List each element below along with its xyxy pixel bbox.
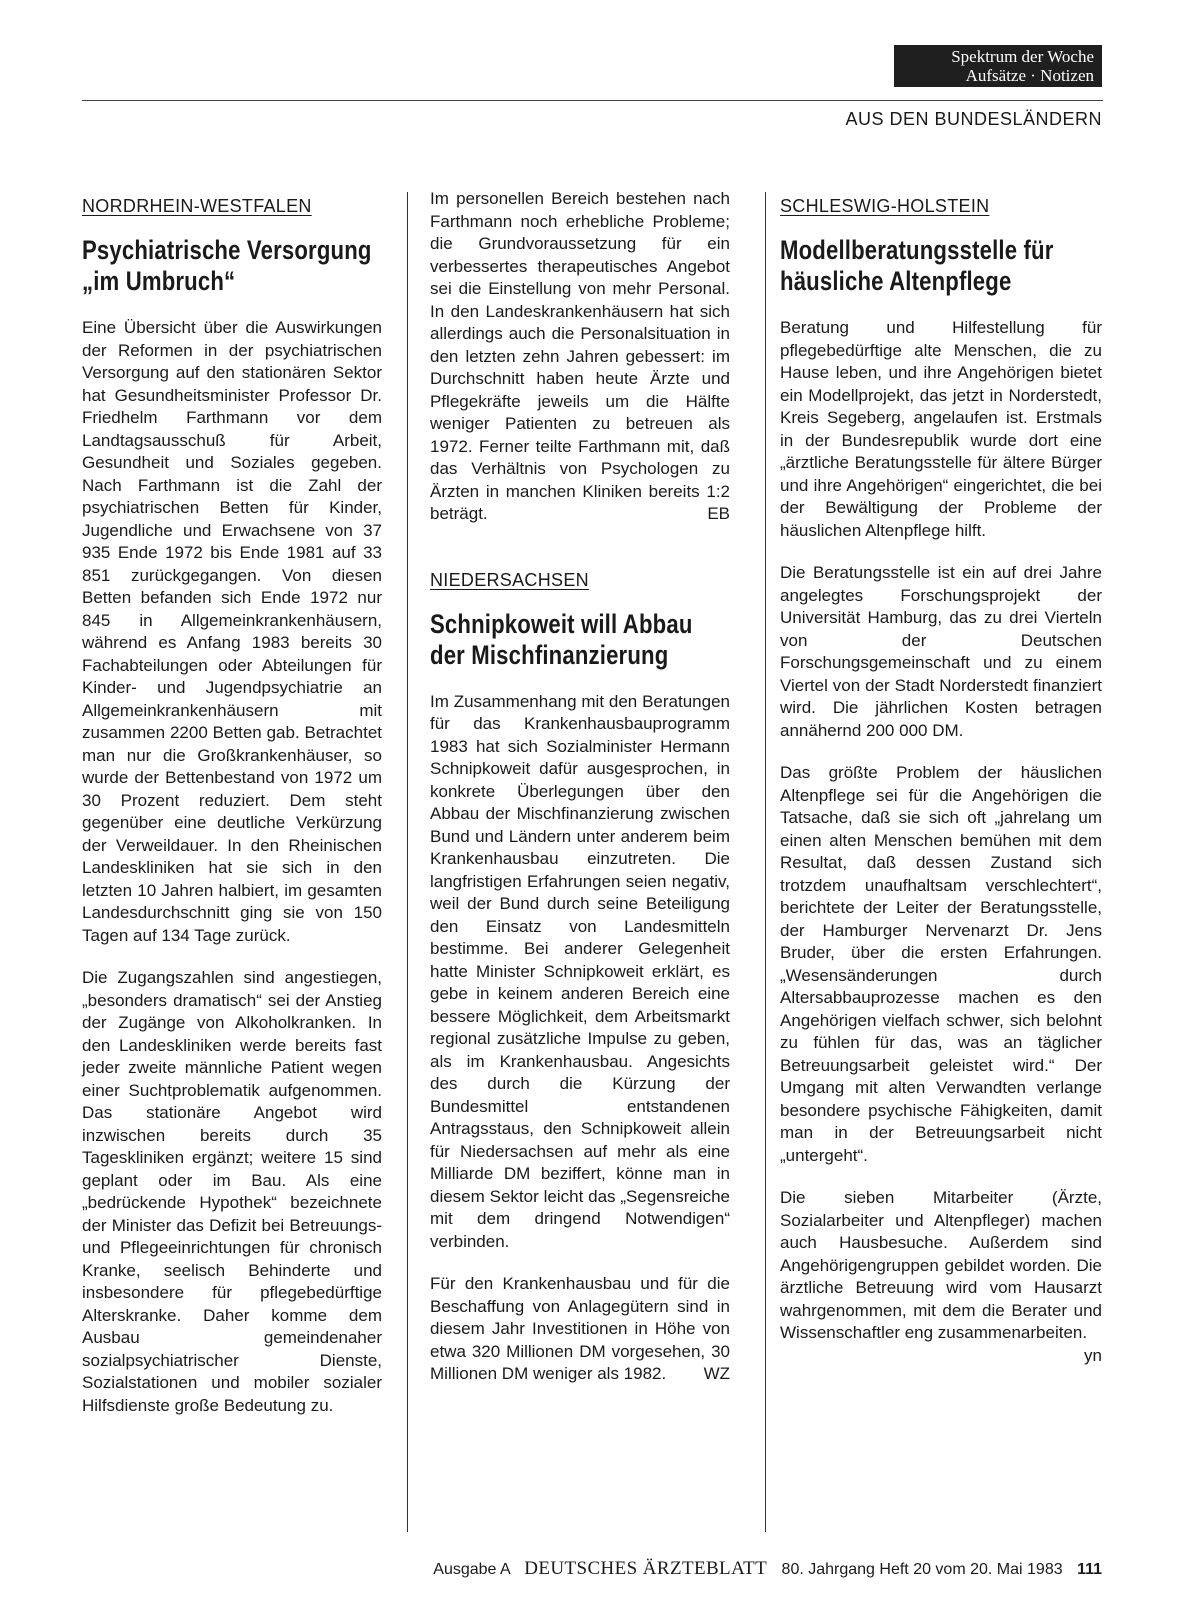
headline-nrw: Psychiatrische Versorgung „im Umbruch“: [82, 235, 372, 296]
paragraph-nds-1: Im Zusammenhang mit den Beratungen für das Krankenhausbauprogramm 1983 hat sich Sozialminister Hermann Schnipkoweit dafür ausgesprochen, in konkrete Überlegungen über den Abbau der Mischfinanzierung zwischen Bund und Ländern unter anderem beim Krankenhausbau einzutreten. Die langfristigen Erfahrungen seien negativ, weil der Bund durch seine Beteiligung den Einsatz von Landesmitteln bestimme. Bei anderer Gelegenheit hatte Minister Schnipkoweit erklärt, es gebe in keinem anderen Bereich eine bessere Möglichkeit, dem Arbeitsmarkt regional zusätzliche Impulse zu geben, als im Krankenhausbau. Angesichts des durch die Kürzung der Bundesmittel entstandenen Antragsstaus, den Schnipkoweit allein für Niedersachsen auf mehr als eine Milliarde DM beziffert, könne man in diesem Sektor leicht das „Segensreiche mit dem dringend Notwendigen“ verbinden.: [430, 691, 730, 1251]
footer-issue: 80. Jahrgang Heft 20 vom 20. Mai 1983: [781, 1561, 1063, 1578]
paragraph-sh-1: Beratung und Hilfestellung für pflegebedürftige alte Menschen, die zu Hause leben, und ihre Angehörigen bietet ein Modellprojekt, das jetzt in Norderstedt, Kreis Segeberg, angelaufen ist. Erstmals in der Bundesrepublik wurde dort eine „ärztliche Beratungsstelle für ältere Bürger und ihre Angehörigen“ eingerichtet, die bei der Bewältigung der Probleme der häuslichen Altenpflege hilft.: [780, 318, 1102, 540]
signature-nrw: EB: [707, 504, 730, 523]
section-badge: [894, 45, 1102, 87]
kicker-sh: SCHLESWIG-HOLSTEIN: [780, 196, 990, 216]
footer-journal: DEUTSCHES ÄRZTEBLATT: [524, 1558, 768, 1579]
paragraph-sh-2: Die Beratungsstelle ist ein auf drei Jahre angelegtes Forschungsprojekt der Universität Hamburg, das zu drei Vierteln von der Deutschen Forschungsgemeinschaft und zu einem Viertel von der Stadt Norderstedt finanziert wird. Die jährlichen Kosten betragen annähernd 200 000 DM.: [780, 563, 1102, 740]
badge-line-1: Spektrum der Woche: [951, 47, 1094, 66]
signature-sh: yn: [1084, 1345, 1102, 1365]
footer-edition: Ausgabe A: [433, 1561, 510, 1578]
page-number: 111: [1077, 1561, 1102, 1578]
kicker-nds: NIEDERSACHSEN: [430, 569, 589, 590]
paragraph-sh-4-text: Die sieben Mitarbeiter (Ärzte, Sozialarbeiter und Altenpfleger) machen auch Hausbesuche. Außerdem sind Angehörigengruppen gebildet worden. Die ärztliche Betreuung wird vom Hausarzt wahrgenommen, mit dem die Berater und Wissenschaftler eng zusammenarbeiten.: [780, 1188, 1102, 1342]
badge-line-2: Aufsätze · Notizen: [965, 66, 1094, 85]
column-3: [780, 188, 1102, 1367]
headline-sh: Modellberatungsstelle für häusliche Altenpflege: [780, 235, 1054, 296]
paragraph-nrw-3: [430, 188, 730, 526]
header-rule: [82, 100, 1103, 101]
column-rule-1: [407, 192, 408, 1532]
section-title: AUS DEN BUNDESLÄNDERN: [845, 109, 1102, 129]
page-footer: [433, 1558, 1102, 1580]
paragraph-nrw-1: Eine Übersicht über die Auswirkungen der Reformen in der psychiatrischen Versorgung auf den stationären Sektor hat Gesundheitsminister Professor Dr. Friedhelm Farthmann vor dem Landtagsausschuß für Arbeit, Gesundheit und Soziales gegeben. Nach Farthmann ist die Zahl der psychiatrischen Betten für Kinder, Jugendliche und Erwachsene von 37 935 Ende 1972 bis Ende 1981 auf 33 851 zurückgegangen. Von diesen Betten befanden sich Ende 1972 nur 845 in Allgemeinkrankenhäusern, während es Anfang 1983 bereits 30 Fachabteilungen oder Abteilungen für Kinder- und Jugendpsychiatrie an Allgemeinkrankenhäusern mit zusammen 2200 Betten gab. Betrachtet man nur die Großkrankenhäuser, so wurde der Bettenbestand von 1972 um 30 Prozent reduziert. Dem steht gegenüber eine deutliche Verkürzung der Verweildauer. In den Rheinischen Landeskliniken hat sie sich in den letzten 10 Jahren halbiert, im gesamten Landesdurchschnitt ging sie von 150 Tagen auf 134 Tage zurück.: [82, 318, 382, 945]
paragraph-nds-2-text: Für den Krankenhausbau und für die Beschaffung von Anlagegütern sind in diesem Jahr Investitionen in Höhe von etwa 320 Millionen DM vorgesehen, 30 Millionen DM weniger als 1982.: [430, 1274, 730, 1383]
column-rule-2: [765, 192, 766, 1532]
signature-nds: WZ: [703, 1364, 730, 1383]
paragraph-sh-4: [780, 1187, 1102, 1365]
paragraph-nrw-2: Die Zugangszahlen sind angestiegen, „besonders dramatisch“ sei der Anstieg der Zugänge von Alkoholkranken. In den Landeskliniken werde bereits fast jeder zweite männliche Patient wegen einer Suchtproblematik aufgenommen. Das stationäre Angebot wird inzwischen bereits durch 35 Tageskliniken ergänzt; weitere 15 sind geplant oder im Bau. Als eine „bedrückende Hypothek“ bezeichnete der Minister das Defizit bei Betreuungs- und Pflegeeinrichtungen für chronisch Kranke, seelisch Behinderte und insbesondere für pflegebedürftige Alterskranke. Daher komme dem Ausbau gemeindenaher sozialpsychiatrischer Dienste, Sozialstationen und mobiler sozialer Hilfsdienste große Bedeutung zu.: [82, 968, 382, 1415]
paragraph-sh-3: Das größte Problem der häuslichen Altenpflege sei für die Angehörigen die Tatsache, daß sie sich oft „jahrelang um einen alten Menschen bemühen mit dem Resultat, daß dessen Zustand sich trotzdem unaufhaltsam verschlechtert“, berichtete der Leiter der Beratungsstelle, der Hamburger Nervenarzt Dr. Jens Bruder, über die ersten Erfahrungen. „Wesensänderungen durch Altersabbauprozesse machen es den Angehörigen vielfach schwer, sich belohnt zu fühlen für das, was an täglicher Betreuungsarbeit geleistet wird.“ Der Umgang mit alten Verwandten verlange besondere psychische Fähigkeiten, damit man in der Betreuungsarbeit nicht „untergeht“.: [780, 763, 1102, 1165]
kicker-nrw: NORDRHEIN-WESTFALEN: [82, 196, 312, 216]
column-2: [430, 188, 730, 1406]
paragraph-nrw-3-text: Im personellen Bereich bestehen nach Farthmann noch erhebliche Probleme; die Grundvoraussetzung für ein verbessertes therapeutisches Angebot sei die Einstellung von mehr Personal. In den Landeskrankenhäusern hat sich allerdings auch die Personalsituation in den letzten zehn Jahren gebessert: im Durchschnitt haben heute Ärzte und Pflegekräfte jeweils um die Hälfte weniger Patienten zu betreuen als 1972. Ferner teilte Farthmann mit, daß das Verhältnis von Psychologen zu Ärzten in manchen Kliniken bereits 1:2 beträgt.: [430, 189, 730, 523]
headline-nds: Schnipkoweit will Abbau der Mischfinanzierung: [430, 608, 693, 670]
paragraph-nds-2: [430, 1273, 730, 1386]
column-1: [82, 188, 382, 1437]
